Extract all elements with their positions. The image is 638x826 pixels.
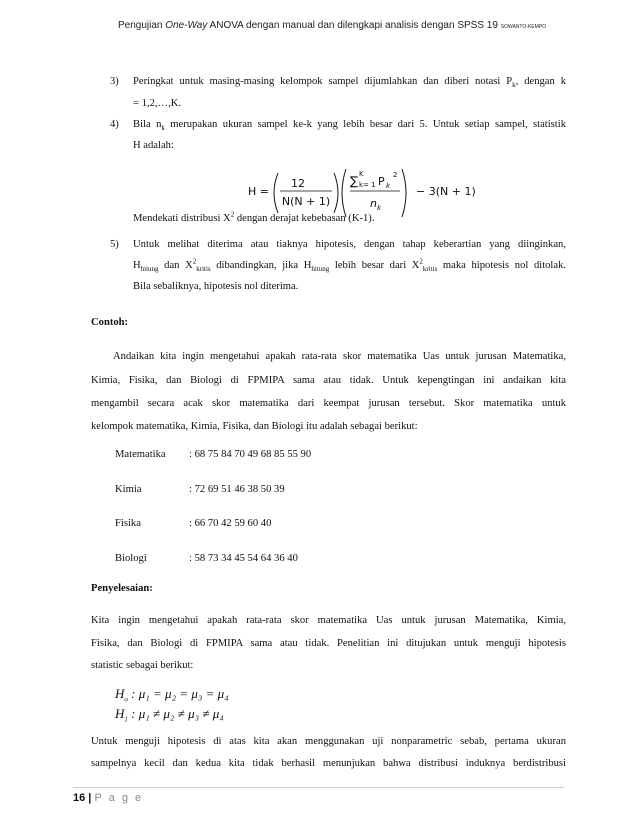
penyelesaian-line3: statistic sebagai berikut: bbox=[91, 660, 194, 671]
header-title-italic: One-Way bbox=[165, 20, 208, 31]
item-4-after-formula: Mendekati distribusi $X^2$ dengan derajat kebebasan (K-1). bbox=[133, 210, 375, 224]
penyelesaian-heading: Penyelesaian: bbox=[91, 583, 153, 594]
item-4-number: 4) bbox=[110, 119, 119, 130]
header-title-post: ANOVA dengan manual dan dilengkapi analisis dengan SPSS 19 bbox=[207, 20, 498, 31]
item-4-line1: Bila $n_k$ merupakan ukuran sampel ke-k yang lebih besar dari 5. Untuk setiap sampel, statistik bbox=[133, 119, 566, 133]
formula-tail: − 3(N + 1) bbox=[416, 185, 476, 198]
item-5-line1: Untuk melihat diterima atau tiaknya hipotesis, dengan tahap keberartian yang diinginkan, bbox=[133, 239, 566, 250]
contoh-line2: Kimia, Fisika, dan Biologi di FPMIPA sama atau tidak. Untuk kepengtingan ini andaikan kita bbox=[91, 375, 566, 386]
data-row-label: Kimia bbox=[115, 484, 142, 495]
data-row-values: : 66 70 42 59 60 40 bbox=[189, 518, 272, 529]
formula-sum-sup: 2 bbox=[393, 171, 398, 179]
data-row-values: : 58 73 34 45 54 64 36 40 bbox=[189, 553, 298, 564]
hypothesis-h1: $H_1$ : μ₁ ≠ μ₂ ≠ μ₃ ≠ μ₄ bbox=[115, 706, 224, 724]
svg-text:∑: ∑ bbox=[350, 174, 359, 188]
penyelesaian-p2-line2: sampelnya kecil dan kedua kita tidak berhasil menunjukan bahwa distribusi induknya berdistribusi bbox=[91, 754, 566, 773]
item-3-line1: Peringkat untuk masing-masing kelompok sampel dijumlahkan dan diberi notasi $P_k$, dengan k bbox=[133, 76, 566, 90]
header-author: SOWANTO-KEMPO bbox=[500, 24, 546, 30]
data-row-label: Fisika bbox=[115, 518, 141, 529]
running-header bbox=[118, 20, 568, 31]
contoh-line3: mengambil secara acak skor matematika dari keempat jurusan tersebut. Skor matematika untuk bbox=[91, 398, 566, 409]
formula-den2-sub: k bbox=[377, 204, 382, 212]
item-3-line2: = 1,2,…,K. bbox=[133, 98, 182, 109]
item-5-line3: Bila sebaliknya, hipotesis nol diterima. bbox=[133, 281, 299, 292]
formula-sum-term: P bbox=[378, 175, 385, 188]
formula-den2: n bbox=[370, 197, 377, 210]
contoh-line4: kelompok matematika, Kimia, Fisika, dan Biologi itu adalah sebagai berikut: bbox=[91, 421, 418, 432]
page-number: 16 bbox=[73, 792, 86, 804]
footer-divider bbox=[73, 787, 564, 788]
data-row-label: Biologi bbox=[115, 553, 147, 564]
item-4-line2: H adalah: bbox=[133, 140, 174, 151]
page-footer bbox=[73, 792, 143, 804]
header-title-pre: Pengujian bbox=[118, 20, 166, 31]
contoh-heading: Contoh: bbox=[91, 317, 129, 328]
data-row-values: : 68 75 84 70 49 68 85 55 90 bbox=[189, 449, 312, 460]
item-5-number: 5) bbox=[110, 239, 119, 250]
page-word: P a g e bbox=[94, 792, 144, 804]
hypothesis-h0: $H_o$ : μ₁ = μ₂ = μ₃ = μ₄ bbox=[115, 686, 229, 704]
item-3-number: 3) bbox=[110, 76, 119, 87]
formula-sum-top: K bbox=[359, 170, 364, 178]
contoh-line1: Andaikan kita ingin mengetahui apakah rata-rata skor matematika Uas untuk jurusan Matematika, bbox=[113, 351, 566, 362]
penyelesaian-line1: Kita ingin mengetahui apakah rata-rata skor matematika Uas untuk jurusan Matematika, Kimia, bbox=[91, 615, 566, 626]
footer-separator: | bbox=[85, 792, 95, 804]
formula-num: 12 bbox=[291, 177, 305, 190]
formula-sum-sub: k bbox=[386, 182, 391, 190]
penyelesaian-p2-line1: Untuk menguji hipotesis di atas kita akan menggunakan uji nonparametric sebab, pertama ukuran bbox=[91, 736, 566, 747]
formula-sum-bottom: k= 1 bbox=[359, 181, 376, 189]
h-statistic-formula bbox=[248, 165, 528, 215]
penyelesaian-line2: Fisika, dan Biologi di FPMIPA sama atau tidak. Penelitian ini ditujukan untuk menguji hipotesis bbox=[91, 638, 566, 649]
formula-den: N(N + 1) bbox=[281, 195, 331, 208]
data-row-label: Matematika bbox=[115, 449, 166, 460]
formula-lhs: H = bbox=[248, 185, 269, 198]
item-5-line2: $H_{hitung}$ dan $X^2_{kritis}$ dibandingkan, jika $H_{hitung}$ lebih besar dari $X^2_{kritis}$ maka hipotesis nol ditolak. bbox=[133, 257, 567, 274]
data-row-values: : 72 69 51 46 38 50 39 bbox=[189, 484, 285, 495]
